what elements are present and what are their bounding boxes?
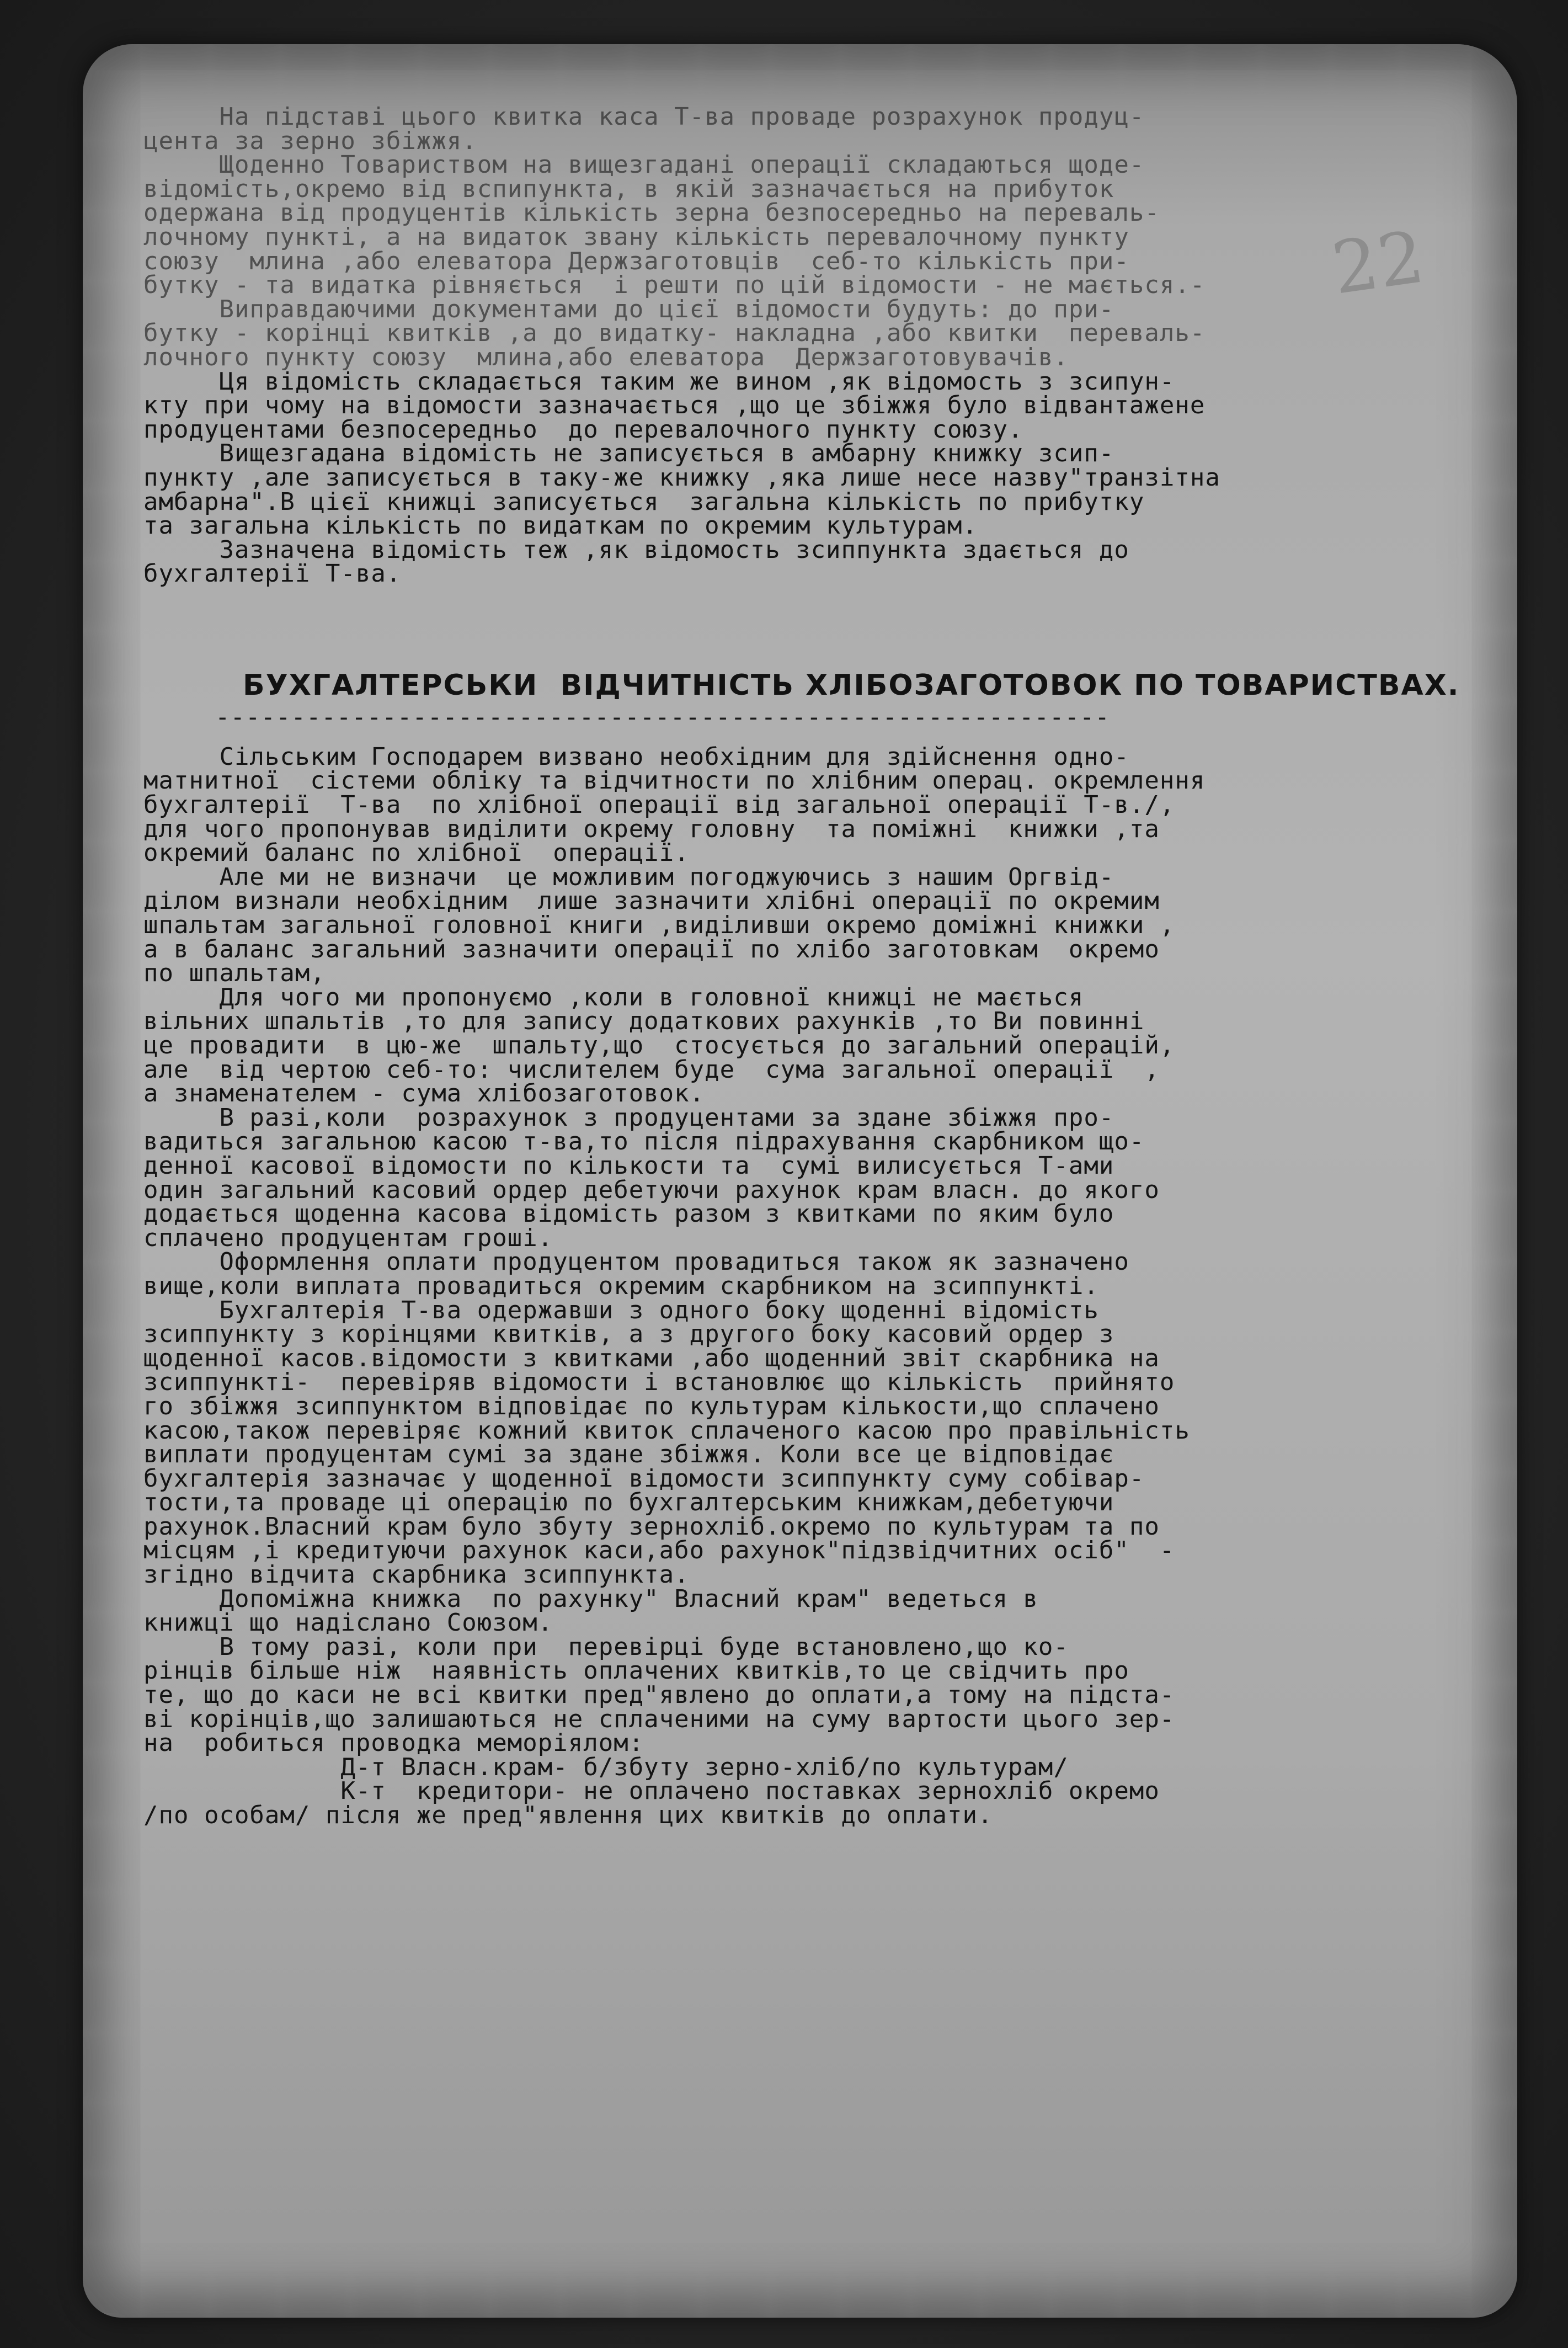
- text-line: відомість,окремо від вспипункта, в якій зазначається на прибуток: [143, 174, 1114, 203]
- text-line: /по особам/ після же пред"явлення цих квитків до оплати.: [143, 1801, 993, 1829]
- text-line: книжці що надіслано Союзом.: [143, 1609, 553, 1637]
- text-line: Але ми не визначи це можливим погоджуючись з нашим Оргвід-: [143, 862, 1114, 891]
- text-line: бухгалтерії Т-ва.: [143, 560, 402, 588]
- text-line: сплачено продуцентам гроші.: [143, 1223, 553, 1252]
- text-line: щоденної касов.відомости з квитками ,або щоденний звіт скарбника на: [143, 1344, 1160, 1372]
- text-line: рінців більше ніж наявність оплачених квитків,то це свідчить про: [143, 1657, 1129, 1685]
- text-line: те, що до каси не всі квитки пред"явлено до оплати,а тому на підста-: [143, 1681, 1175, 1710]
- text-line: бутку - та видатка рівняється і решти по цій відомости - не мається.-: [143, 271, 1206, 300]
- text-line: цента за зерно збіжжя.: [143, 126, 477, 155]
- text-line: місцям ,і кредитуючи рахунок каси,або рахунок"підзвідчитних осіб" -: [143, 1536, 1175, 1565]
- text-line: Ця відомість складається таким же вином ,як відомость з зсипун-: [143, 367, 1175, 396]
- text-line: На підставі цього квитка каса Т-ва проваде розрахунок продуц-: [143, 103, 1145, 131]
- text-line: Сільським Господарем визвано необхідним для здійснення одно-: [143, 742, 1129, 771]
- heading-separator: -----------------------------------------------------------: [215, 702, 1110, 731]
- text-line: ділом визнали необхідним лише зазначити хлібні операції по окремим: [143, 887, 1160, 915]
- text-line: лочного пункту союзу млина,або елеватора Держзаготовувачів.: [143, 343, 1069, 371]
- text-line: го збіжжя зсиппунктом відповідає по культурам кількости,що сплачено: [143, 1392, 1160, 1420]
- text-line: Щоденно Товариством на вищезгадані операції складаються щоде-: [143, 151, 1145, 179]
- text-line: Для чого ми пропонуємо ,коли в головної книжці не мається: [143, 983, 1084, 1011]
- text-line: це провадити в цю-же шпальту,що стосується до загальний операцій,: [143, 1031, 1175, 1059]
- text-line: вадиться загальною касою т-ва,то після підрахування скарбником що-: [143, 1127, 1145, 1156]
- text-line: продуцентами безпосередньо до перевалочного пункту союзу.: [143, 415, 1023, 444]
- text-line: тости,та проваде ці операцію по бухгалтерським книжкам,дебетуючи: [143, 1488, 1114, 1517]
- text-line: один загальний касовий ордер дебетуючи рахунок крам власн. до якого: [143, 1175, 1160, 1204]
- text-line: зсиппункті- перевіряв відомости і встановлює що кількість прийнято: [143, 1368, 1175, 1397]
- text-line: В разі,коли розрахунок з продуцентами за здане збіжжя про-: [143, 1103, 1114, 1132]
- section-heading: БУХГАЛТЕРСЬКИ ВІДЧИТНІСТЬ ХЛІБОЗАГОТОВОК ПО ТОВАРИСТВАХ.: [243, 668, 1460, 702]
- text-line: бухгалтерія зазначає у щоденної відомости зсиппункту суму собівар-: [143, 1464, 1145, 1493]
- document-text: [143, 105, 1479, 1828]
- text-line: але від чертою себ-то: числителем буде сума загальної операції ,: [143, 1055, 1160, 1084]
- text-line: зсиппункту з корінцями квитків, а з другого боку касовий ордер з: [143, 1320, 1114, 1349]
- text-line: Зазначена відомість теж ,як відомость зсиппункта здається до: [143, 535, 1129, 564]
- text-line: додається щоденна касова відомість разом з квитками по яким було: [143, 1200, 1114, 1228]
- text-line: К-т кредитори- не оплачено поставках зернохліб окремо: [143, 1777, 1160, 1806]
- text-line: пункту ,але записується в таку-же книжку ,яка лише несе назву"транзітна: [143, 463, 1220, 492]
- text-line: виплати продуцентам сумі за здане збіжжя. Коли все це відповідає: [143, 1440, 1114, 1469]
- text-line: союзу млина ,або елеватора Держзаготовців себ-то кількість при-: [143, 247, 1129, 275]
- text-line: Виправдаючими документами до цієї відомости будуть: до при-: [143, 295, 1114, 323]
- intro-section: [143, 105, 1479, 586]
- text-line: В тому разі, коли при перевірці буде встановлено,що ко-: [143, 1632, 1069, 1661]
- text-line: Д-т Власн.крам- б/збуту зерно-хліб/по культурам/: [143, 1753, 1069, 1781]
- text-line: Допоміжна книжка по рахунку" Власний крам" ведеться в: [143, 1584, 1038, 1613]
- text-line: матнитної сістеми обліку та відчитности по хлібним операц. окремлення: [143, 766, 1206, 795]
- text-line: по шпальтам,: [143, 959, 326, 988]
- document-page: [83, 44, 1517, 2318]
- text-line: ві корінців,що залишаються не сплаченими на суму вартости цього зер-: [143, 1705, 1175, 1733]
- text-line: бутку - корінці квитків ,а до видатку- накладна ,або квитки переваль-: [143, 319, 1206, 348]
- text-line: та загальна кількість по видаткам по окремим культурам.: [143, 512, 978, 540]
- text-line: вільних шпальтів ,то для запису додаткових рахунків ,то Ви повинні: [143, 1007, 1145, 1036]
- text-line: Оформлення оплати продуцентом провадиться також як зазначено: [143, 1248, 1129, 1276]
- text-line: окремий баланс по хлібної операції.: [143, 839, 690, 867]
- text-line: денної касової відомости по кількости та сумі вилисується Т-ами: [143, 1151, 1114, 1180]
- text-line: для чого пропонував виділити окрему головну та поміжні книжки ,та: [143, 814, 1160, 843]
- text-line: рахунок.Власний крам було збуту зернохліб.окремо по культурам та по: [143, 1512, 1160, 1541]
- text-line: кту при чому на відомости зазначається ,що це збіжжя було відвантажене: [143, 391, 1206, 420]
- text-line: Вищезгадана відомість не записується в амбарну книжку зсип-: [143, 439, 1114, 468]
- text-line: одержана від продуцентів кількість зерна безпосередньо на переваль-: [143, 199, 1160, 227]
- body-section: [143, 742, 1479, 1829]
- text-line: Бухгалтерія Т-ва одержавши з одного боку щоденні відомість: [143, 1296, 1099, 1324]
- text-line: бухгалтерії Т-ва по хлібної операції від загальної операції Т-в./,: [143, 791, 1175, 819]
- text-line: а в баланс загальний зазначити операції по хлібо заготовкам окремо: [143, 935, 1160, 963]
- text-line: на робиться проводка меморіялом:: [143, 1729, 644, 1758]
- text-line: амбарна".В цієї книжці записується загальна кількість по прибутку: [143, 487, 1145, 516]
- text-line: лочному пункті, а на видаток звану кількість перевалочному пункту: [143, 222, 1129, 251]
- text-line: вище,коли виплата провадиться окремим скарбником на зсиппункті.: [143, 1271, 1099, 1300]
- text-line: касою,також перевіряє кожний квиток сплаченого касою про правільність: [143, 1416, 1190, 1445]
- text-line: згідно відчита скарбника зсиппункта.: [143, 1561, 690, 1589]
- page-number-stamp: 22: [1326, 215, 1429, 311]
- text-line: а знаменателем - сума хлібозаготовок.: [143, 1079, 705, 1108]
- text-line: шпальтам загальної головної книги ,виділивши окремо доміжні книжки ,: [143, 911, 1175, 940]
